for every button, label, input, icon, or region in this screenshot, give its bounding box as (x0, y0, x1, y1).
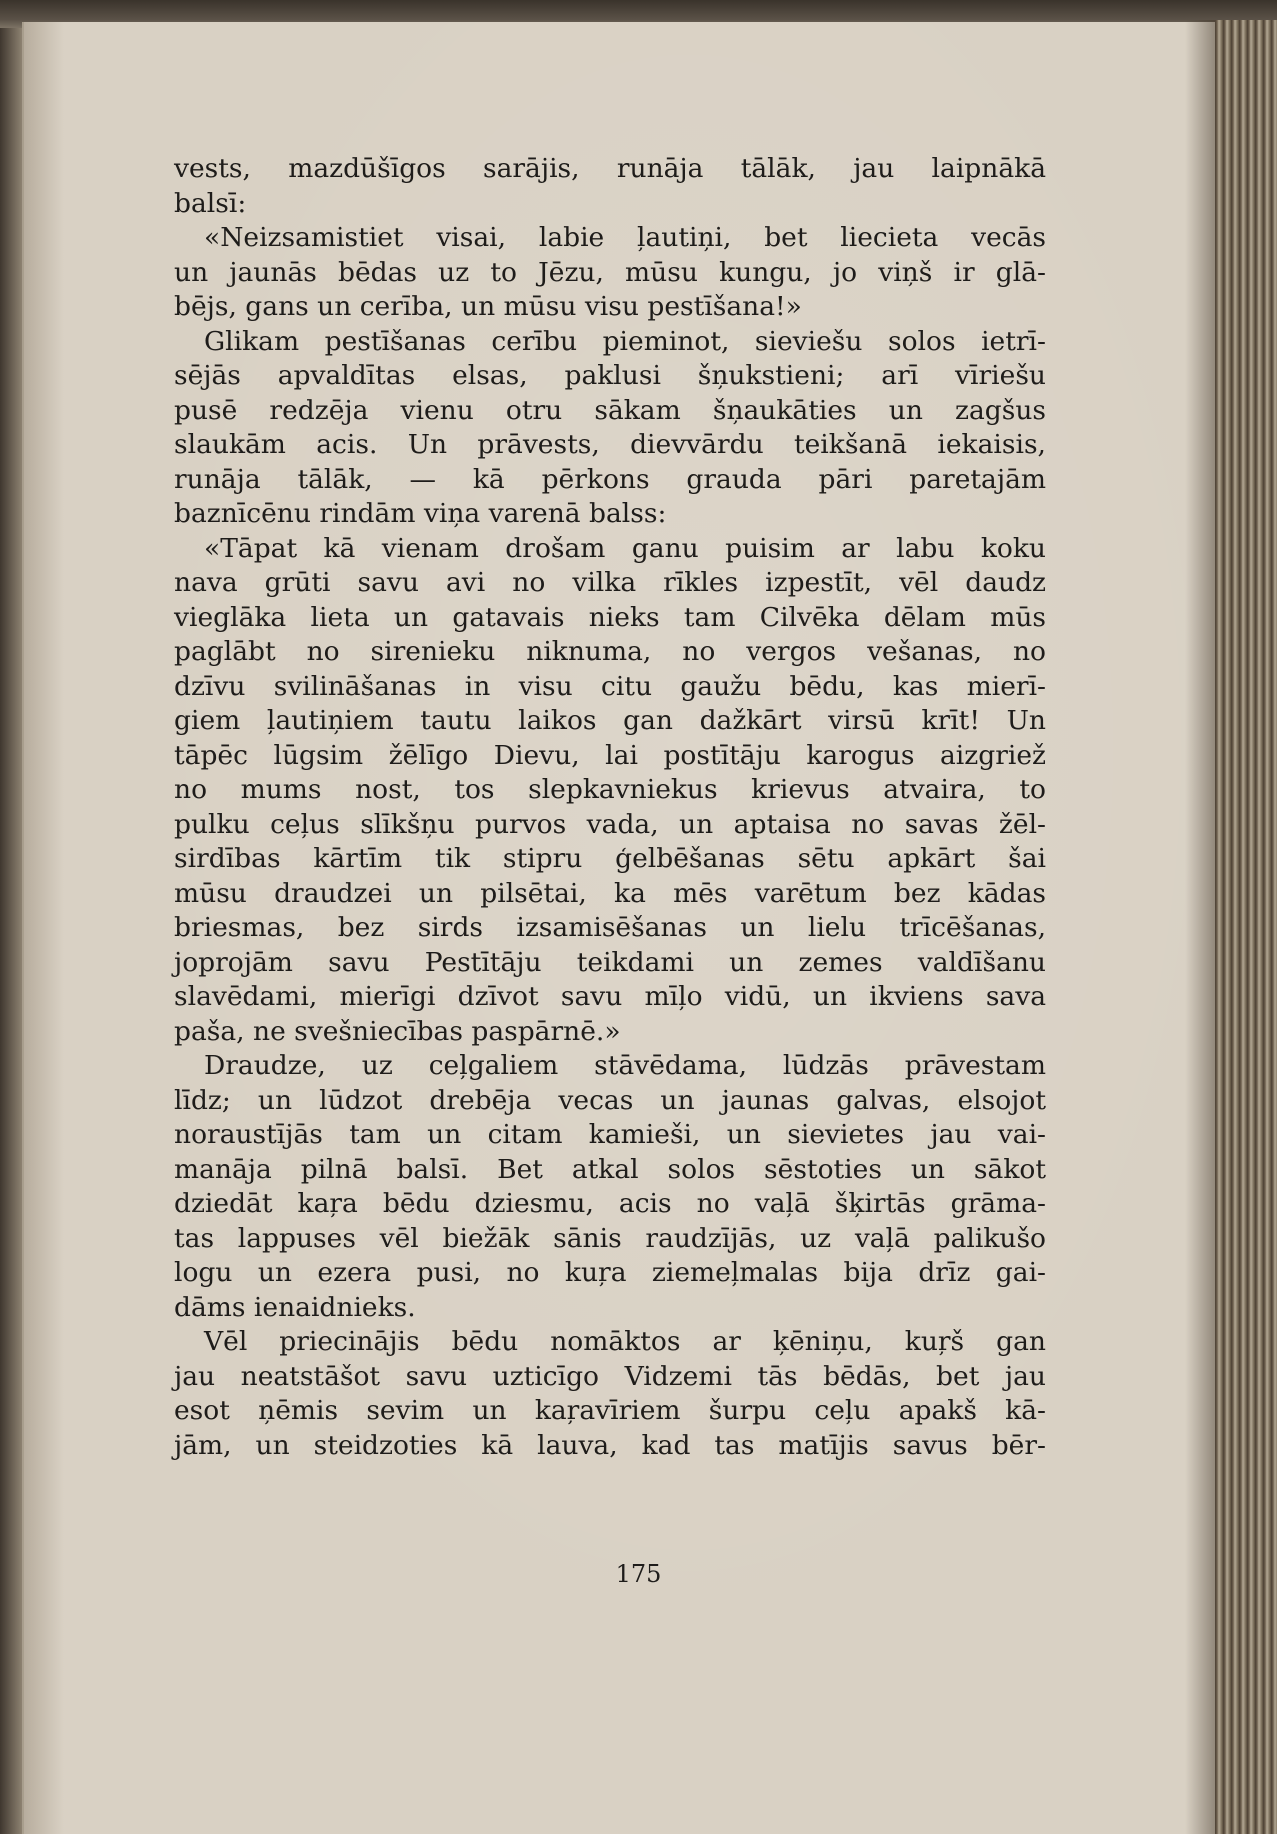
text-line: nava grūti savu avi no vilka rīkles izpestīt, vēl daudz (174, 567, 1046, 598)
text-line: Glikam pestīšanas cerību pieminot, sieviešu solos ietrī- (204, 325, 1046, 357)
text-line: dziedāt kaŗa bēdu dziesmu, acis no vaļā šķirtās grāma- (174, 1188, 1046, 1219)
text-line: «Tāpat kā vienam drošam ganu puisim ar labu koku (204, 532, 1046, 564)
page-number: 175 (615, 1560, 662, 1588)
text-line: runāja tālāk, — kā pērkons grauda pāri paretajām (174, 463, 1046, 495)
text-line: dāms ienaidnieks. (174, 1291, 416, 1323)
text-line: mūsu draudzei un pilsētai, ka mēs varētum bez kādas (174, 877, 1046, 909)
text-line: bējs, gans un cerība, un mūsu visu pestīšana!» (174, 291, 802, 322)
text-line: pulku ceļus slīkšņu purvos vada, un aptaisa no savas žēl- (174, 808, 1046, 840)
text-line: paglābt no sirenieku niknuma, no vergos vešanas, no (174, 636, 1046, 667)
text-line: sējās apvaldītas elsas, paklusi šņukstieni; arī vīriešu (174, 360, 1046, 391)
text-line: slavēdami, mierīgi dzīvot savu mīļo vidū, un ikviens sava (174, 981, 1046, 1012)
text-line: baznīcēnu rindām viņa varenā balss: (174, 498, 667, 529)
text-line: joprojām savu Pestītāju teikdami un zemes valdīšanu (174, 946, 1046, 978)
text-line: paša, ne svešniecības paspārnē.» (174, 1015, 621, 1047)
text-line: līdz; un lūdzot drebēja vecas un jaunas galvas, elsojot (174, 1084, 1046, 1116)
text-line: manāja pilnā balsī. Bet atkal solos sēstoties un sākot (174, 1153, 1046, 1185)
text-line: sirdības kārtīm tik stipru ģelbēšanas sētu apkārt šai (174, 843, 1046, 874)
text-line: jau neatstāšot savu uzticīgo Vidzemi tās bēdās, bet jau (174, 1360, 1046, 1392)
text-line: logu un ezera pusi, no kuŗa ziemeļmalas bija drīz gai- (174, 1257, 1046, 1288)
text-line: briesmas, bez sirds izsamisēšanas un lielu trīcēšanas, (174, 912, 1046, 943)
text-line: noraustījās tam un citam kamieši, un sievietes jau vai- (174, 1119, 1046, 1150)
text-line: Draudze, uz ceļgaliem stāvēdama, lūdzās prāvestam (204, 1050, 1046, 1081)
text-line: tāpēc lūgsim žēlīgo Dievu, lai postītāju karogus aizgriež (174, 739, 1046, 771)
text-line: pusē redzēja vienu otru sākam šņaukāties un zagšus (174, 394, 1046, 426)
text-line: esot ņēmis sevim un kaŗavīriem šurpu ceļu apakš kā- (174, 1395, 1046, 1426)
text-line: Vēl priecinājis bēdu nomāktos ar ķēniņu, kuŗš gan (204, 1326, 1046, 1357)
text-line: jām, un steidzoties kā lauva, kad tas matījis savus bēr- (174, 1429, 1046, 1461)
text-line: giem ļautiņiem tautu laikos gan dažkārt virsū krīt! Un (174, 705, 1046, 736)
text-line: «Neizsamistiet visai, labie ļautiņi, bet liecieta vecās (204, 222, 1046, 253)
text-line: un jaunās bēdas uz to Jēzu, mūsu kungu, jo viņš ir glā- (174, 256, 1046, 288)
text-line: vests, mazdūšīgos sarājis, runāja tālāk, jau laipnākā (174, 153, 1046, 184)
text-line: balsī: (174, 187, 247, 219)
text-line: tas lappuses vēl biežāk sānis raudzījās, uz vaļā palikušo (174, 1222, 1046, 1254)
text-line: vieglāka lieta un gatavais nieks tam Cilvēka dēlam mūs (174, 601, 1046, 633)
text-line: dzīvu svilināšanas in visu citu gaužu bēdu, kas mierī- (174, 670, 1046, 702)
text-line: no mums nost, tos slepkavniekus krievus atvaira, to (174, 774, 1046, 805)
text-line: slaukām acis. Un prāvests, dievvārdu teikšanā iekaisis, (174, 429, 1046, 460)
body-text (174, 152, 1046, 1463)
